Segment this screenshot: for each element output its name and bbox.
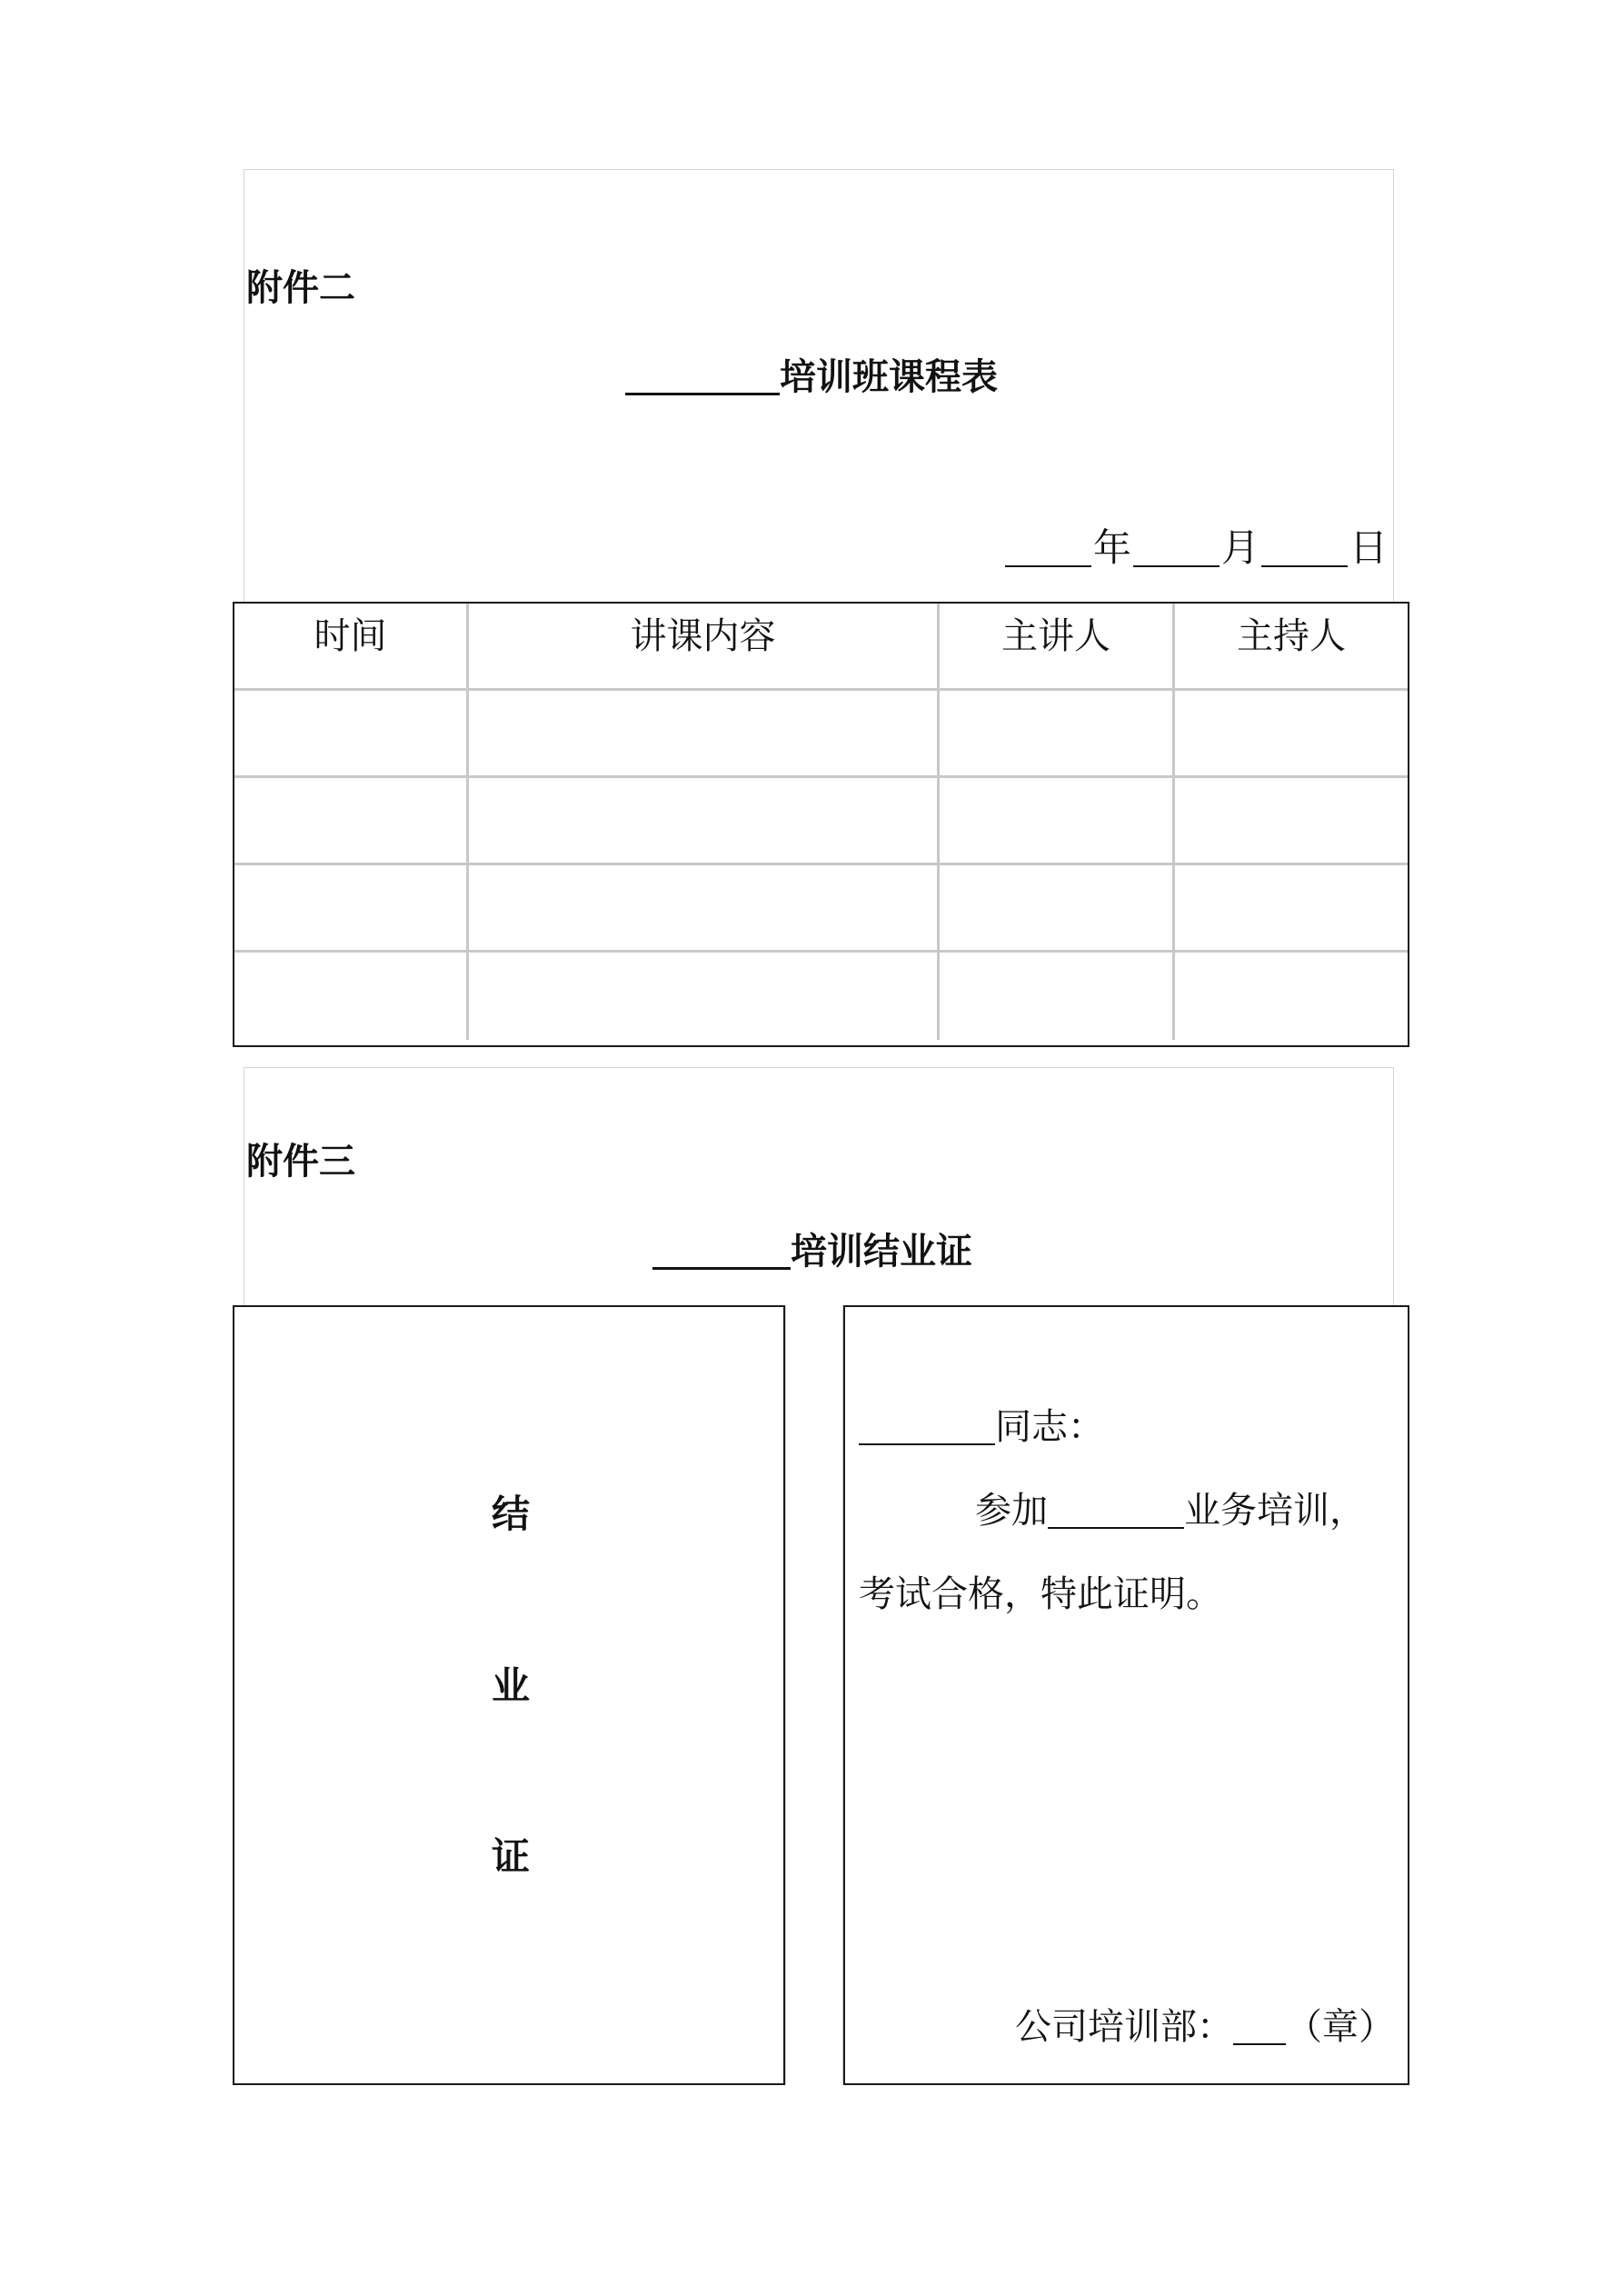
certificate-title: [652, 1231, 972, 1273]
table-header-row: [234, 604, 1408, 691]
content-cell[interactable]: [469, 691, 940, 778]
table-row: [234, 691, 1408, 778]
attachment2-label: 附件二: [246, 267, 355, 309]
training-suffix: 业务培训，: [1184, 1490, 1366, 1532]
time-cell[interactable]: [234, 778, 469, 865]
training-type-blank[interactable]: [1048, 1491, 1184, 1529]
day-label: 日: [1349, 525, 1388, 570]
lecturer-cell[interactable]: [940, 865, 1175, 953]
day-blank: [1261, 527, 1348, 567]
content-cell[interactable]: [469, 865, 940, 953]
certificate-title-text: 培训结业证: [791, 1231, 972, 1273]
recipient-name-blank[interactable]: [859, 1407, 995, 1445]
certificate: [233, 1305, 1409, 2085]
seal-label: （章）: [1286, 2006, 1395, 2048]
host-cell[interactable]: [1175, 691, 1408, 778]
training-name-blank: [625, 356, 780, 395]
year-label: 年: [1092, 525, 1131, 570]
issuer-prefix: 公司培训部：: [1015, 2006, 1233, 2048]
cover-char: 业: [491, 1663, 530, 1708]
month-label: 月: [1220, 525, 1260, 570]
time-cell[interactable]: [234, 865, 469, 953]
issuer-line: [1015, 2006, 1395, 2048]
certificate-cover: [233, 1305, 785, 2085]
recipient-suffix: 同志：: [995, 1406, 1104, 1448]
date-line: [1005, 525, 1389, 570]
schedule-title: [625, 356, 998, 398]
issuer-blank[interactable]: [1233, 2007, 1286, 2045]
certificate-body: [843, 1305, 1409, 2085]
table-row: [234, 953, 1408, 1040]
lecturer-cell[interactable]: [940, 778, 1175, 865]
attachment3-label: 附件三: [246, 1141, 355, 1183]
certification-statement: 考试合格，特此证明。: [859, 1573, 1222, 1615]
header-content: 讲课内容: [469, 604, 940, 691]
schedule-title-text: 培训班课程表: [780, 356, 998, 398]
month-blank: [1133, 527, 1220, 567]
certificate-name-blank: [652, 1231, 791, 1270]
table-row: [234, 865, 1408, 953]
table-row: [234, 778, 1408, 865]
schedule-table: [233, 602, 1409, 1047]
cover-char: 结: [491, 1492, 530, 1536]
host-cell[interactable]: [1175, 953, 1408, 1040]
host-cell[interactable]: [1175, 778, 1408, 865]
content-cell[interactable]: [469, 953, 940, 1040]
header-lecturer: 主讲人: [940, 604, 1175, 691]
time-cell[interactable]: [234, 953, 469, 1040]
header-time: 时间: [234, 604, 469, 691]
certificate-spine: [785, 1305, 843, 2085]
training-line: [975, 1490, 1366, 1532]
year-blank: [1005, 527, 1091, 567]
host-cell[interactable]: [1175, 865, 1408, 953]
cover-char: 证: [491, 1834, 530, 1879]
training-prefix: 参加: [975, 1490, 1048, 1532]
lecturer-cell[interactable]: [940, 691, 1175, 778]
lecturer-cell[interactable]: [940, 953, 1175, 1040]
recipient-line: [859, 1406, 1104, 1448]
time-cell[interactable]: [234, 691, 469, 778]
header-host: 主持人: [1175, 604, 1408, 691]
content-cell[interactable]: [469, 778, 940, 865]
